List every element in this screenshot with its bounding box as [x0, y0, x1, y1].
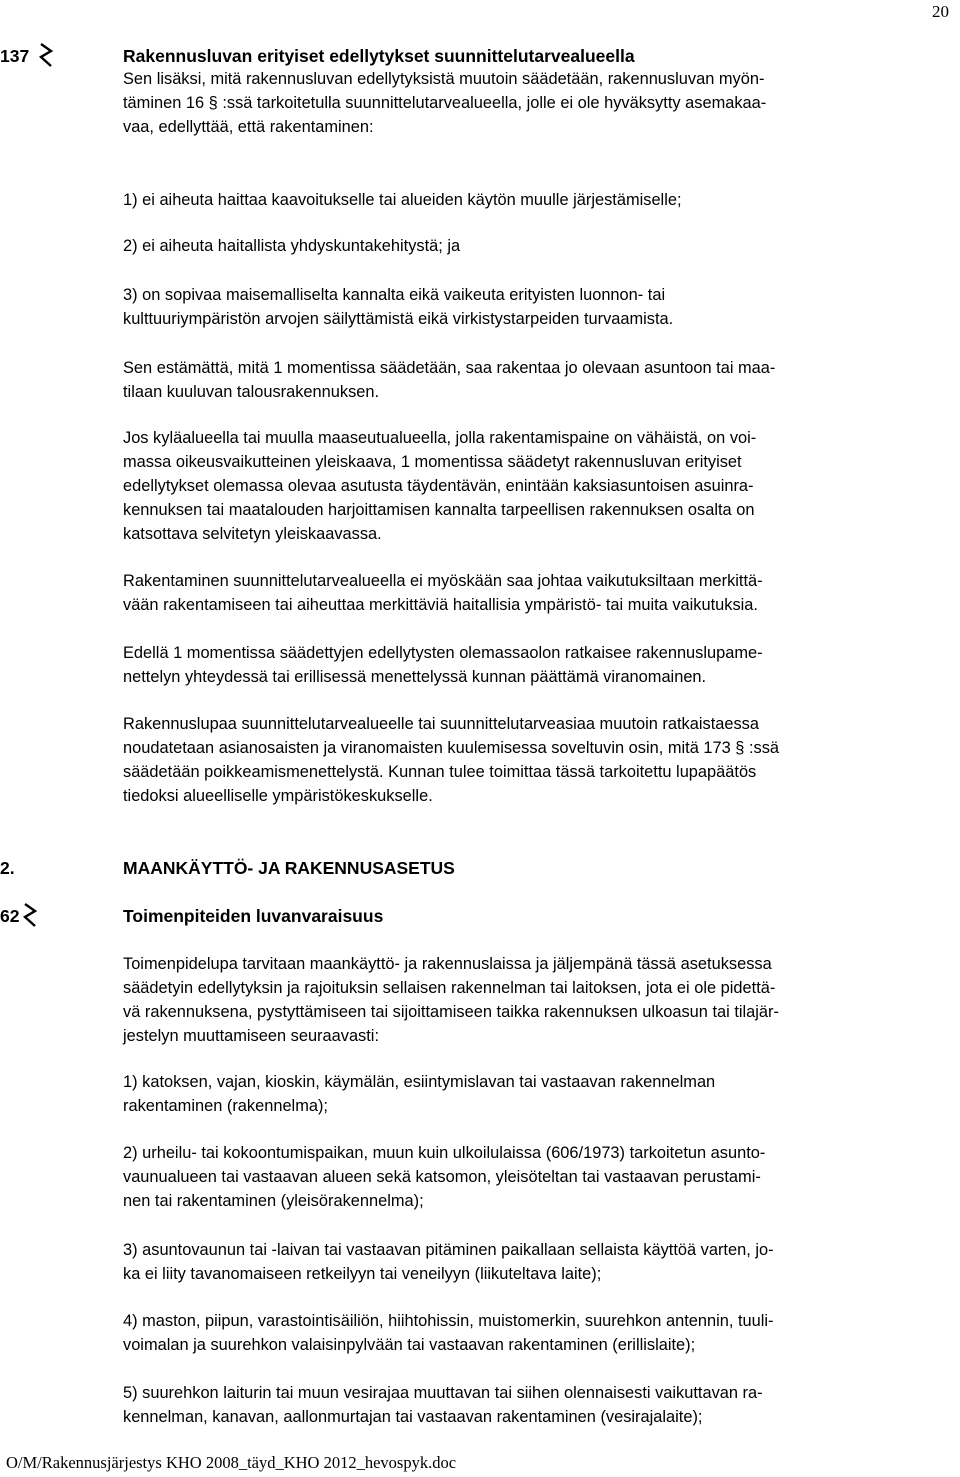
text-line: vaunualueen tai vastaavan alueen sekä katsomon, yleisöteltan tai vastaavan perustami- [123, 1168, 761, 1186]
paragraph [123, 356, 955, 404]
text-line: Rakentaminen suunnittelutarvealueella ei myöskään saa johtaa vaikutuksiltaan merkittä- [123, 572, 763, 590]
text-line: edellytykset olemassa olevaa asutusta täydentävän, enintään kaksiasuntoisen asuinra- [123, 477, 754, 495]
text-line: vaa, edellyttää, että rakentaminen: [123, 118, 374, 136]
text-line: 2) ei aiheuta haitallista yhdyskuntakehitystä; ja [123, 237, 461, 255]
text-line: nettelyn yhteydessä tai erillisessä menettelyssä kunnan päättämä viranomainen. [123, 668, 707, 686]
document-footer: O/M/Rakennusjärjestys KHO 2008_täyd_KHO 2012_hevospyk.doc [6, 1453, 457, 1472]
paragraph [123, 712, 955, 808]
text-line: noudatetaan asianosaisten ja viranomaisten kuulemisessa soveltuvin osin, mitä 173 § :ssä [123, 739, 780, 757]
section-title: Toimenpiteiden luvanvaraisuus [123, 906, 384, 926]
text-line: Sen estämättä, mitä 1 momentissa säädetään, saa rakentaa jo olevaan asuntoon tai maa- [123, 359, 776, 377]
text-line: kennuksen tai maatalouden harjoittamisen kannalta tarpeellisen rakennuksen osalta on [123, 501, 755, 519]
text-line: 1) katoksen, vajan, kioskin, käymälän, esiintymislavan tai vastaavan rakennelman [123, 1073, 716, 1091]
paragraph [123, 641, 955, 689]
text-line: vä rakennuksena, pystyttämiseen tai sijoittamiseen taikka rakennuksen ulkoasun tai tilajär- [123, 1003, 779, 1021]
text-line: 1) ei aiheuta haittaa kaavoitukselle tai alueiden käytön muulle järjestämiselle; [123, 191, 682, 209]
text-line: Edellä 1 momentissa säädettyjen edellytysten olemassaolon ratkaisee rakennuslupame- [123, 644, 763, 662]
text-line: säädetään poikkeamismenettelystä. Kunnan tulee toimittaa tässä tarkoitettu lupapäätös [123, 763, 757, 781]
text-line: ka ei liity tavanomaiseen retkeilyyn tai veneilyyn (liikuteltava laite); [123, 1265, 602, 1283]
text-line: Toimenpidelupa tarvitaan maankäyttö- ja rakennuslaissa ja jäljempänä tässä asetuksessa [123, 955, 772, 973]
text-line: 3) on sopivaa maisemalliselta kannalta eikä vaikeuta erityisten luonnon- tai [123, 286, 666, 304]
text-line: rakentaminen (rakennelma); [123, 1097, 328, 1115]
paragraph [123, 67, 955, 139]
text-line: 2) urheilu- tai kokoontumispaikan, muun kuin ulkoilulaissa (606/1973) tarkoitetun asunto- [123, 1144, 766, 1162]
paragraph [123, 569, 955, 617]
text-line: Sen lisäksi, mitä rakennusluvan edellytyksistä muutoin säädetään, rakennusluvan myön- [123, 70, 765, 88]
text-line: Jos kyläalueella tai muulla maaseutualueella, jolla rakentamispaine on vähäistä, on voi- [123, 429, 757, 447]
page-number: 20 [932, 2, 949, 21]
section-number: 137 [0, 46, 30, 66]
section-title: Rakennusluvan erityiset edellytykset suunnittelutarvealueella [123, 46, 635, 66]
text-line: massa oikeusvaikutteinen yleiskaava, 1 momentissa säädetyt rakennusluvan erityiset [123, 453, 742, 471]
text-line: täminen 16 § :ssä tarkoitetulla suunnittelutarvealueella, jolle ei ole hyväksytty asemakaa- [123, 94, 767, 112]
section-number: 62 [0, 906, 20, 926]
text-line: tiedoksi alueelliselle ympäristökeskukselle. [123, 787, 433, 805]
text-line: kulttuuriympäristön arvojen säilyttämistä eikä virkistystarpeiden turvaamista. [123, 310, 674, 328]
chapter-title: MAANKÄYTTÖ- JA RAKENNUSASETUS [123, 858, 455, 878]
text-line: katsottava selvitetyn yleiskaavassa. [123, 525, 382, 543]
list-item [123, 1141, 955, 1213]
list-item [123, 283, 955, 331]
list-item [123, 1238, 955, 1286]
text-line: kennelman, kanavan, aallonmurtajan tai vastaavan rakentaminen (vesirajalaite); [123, 1408, 703, 1426]
text-line: tilaan kuuluvan talousrakennuksen. [123, 383, 380, 401]
text-line: 5) suurehkon laiturin tai muun vesirajaa muuttavan tai siihen olennaisesti vaikuttavan ra- [123, 1384, 763, 1402]
chapter-number: 2. [0, 858, 15, 878]
text-line: 3) asuntovaunun tai -laivan tai vastaavan pitäminen paikallaan sellaista käyttöä varten, jo- [123, 1241, 774, 1259]
text-line: nen tai rakentaminen (yleisörakennelma); [123, 1192, 424, 1210]
text-line: 4) maston, piipun, varastointisäiliön, hiihtohissin, muistomerkin, suurehkon antennin, tuuli- [123, 1312, 774, 1330]
text-line: Rakennuslupaa suunnittelutarvealueelle tai suunnittelutarveasiaa muutoin ratkaistaessa [123, 715, 759, 733]
list-item [123, 1070, 955, 1118]
text-line: säädetyin edellytyksin ja rajoituksin sellaisen rakennelman tai laitoksen, jota ei ole pidettä- [123, 979, 776, 997]
text-line: jestelyn muuttamiseen seuraavasti: [123, 1027, 379, 1045]
list-item [123, 1381, 955, 1429]
paragraph [123, 426, 955, 546]
section-sign-icon [38, 43, 54, 67]
text-line: voimalan ja suurehkon valaisinpylvään tai vastaavan rakentaminen (erillislaite); [123, 1336, 696, 1354]
text-line: vään rakentamiseen tai aiheuttaa merkittäviä haitallisia ympäristö- tai muita vaikutuksia. [123, 596, 758, 614]
list-item [123, 234, 955, 258]
list-item [123, 1309, 955, 1357]
paragraph [123, 952, 955, 1048]
section-sign-icon [22, 903, 38, 927]
list-item [123, 188, 955, 212]
